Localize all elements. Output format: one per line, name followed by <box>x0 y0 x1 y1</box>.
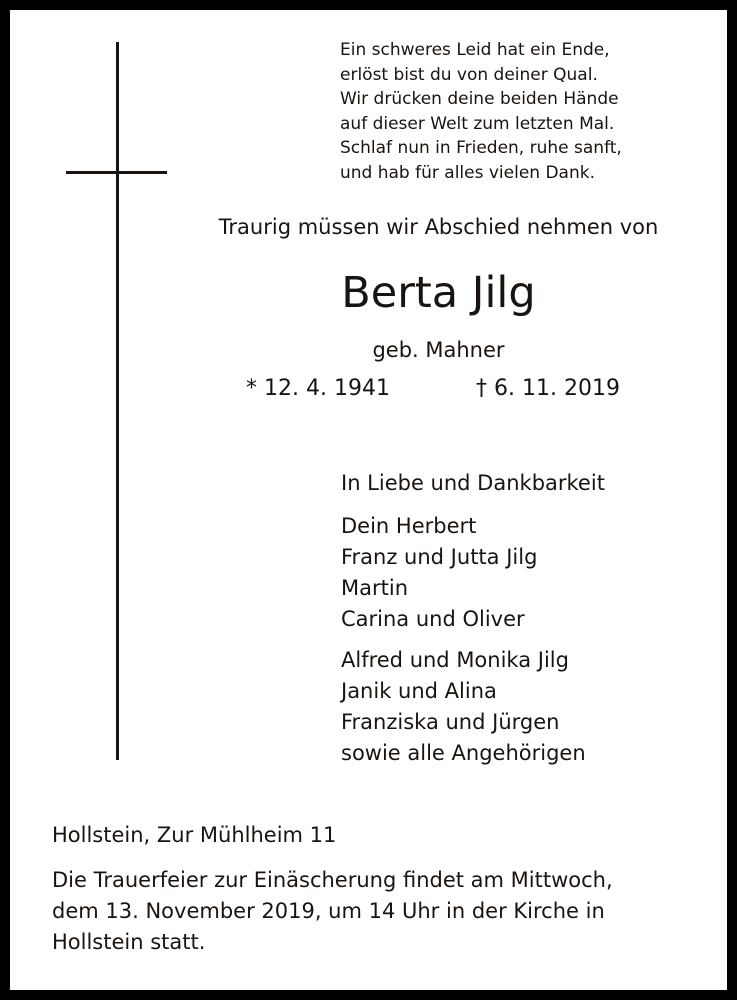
service-line: Hollstein statt. <box>52 930 206 954</box>
birth-date: * 12. 4. 1941 <box>246 376 390 401</box>
poem-line: und hab für alles vielen Dank. <box>340 162 595 183</box>
mourner: Franz und Jutta Jilg <box>341 545 538 569</box>
poem-line: auf dieser Welt zum letzten Mal. <box>340 113 615 134</box>
deceased-name: Berta Jilg <box>341 268 536 318</box>
poem-line: Ein schweres Leid hat ein Ende, <box>340 40 610 60</box>
address: Hollstein, Zur Mühlheim 11 <box>52 823 337 847</box>
death-date: † 6. 11. 2019 <box>476 376 620 401</box>
poem-line: Schlaf nun in Frieden, ruhe sanft, <box>340 138 622 158</box>
cross-icon-horizontal-bar <box>66 171 167 174</box>
mourner: Carina und Oliver <box>341 607 525 631</box>
mourner: sowie alle Angehörigen <box>341 741 586 765</box>
service-notice <box>52 865 712 958</box>
mourner: Dein Herbert <box>341 514 477 538</box>
mourner: Alfred und Monika Jilg <box>341 648 569 672</box>
service-line: dem 13. November 2019, um 14 Uhr in der Kirche in <box>52 899 605 923</box>
poem-line: Wir drücken deine beiden Hände <box>340 89 619 109</box>
intro-text: Traurig müssen wir Abschied nehmen von <box>218 215 659 239</box>
cross-icon-vertical-bar <box>116 42 119 760</box>
mourner: Franziska und Jürgen <box>341 710 560 734</box>
service-line: Die Trauerfeier zur Einäscherung findet am Mittwoch, <box>52 868 613 892</box>
poem <box>340 38 720 185</box>
mourners-list <box>341 468 605 769</box>
poem-line: erlöst bist du von deiner Qual. <box>340 64 598 85</box>
mourner: Martin <box>341 576 408 600</box>
mourner: Janik und Alina <box>341 679 497 703</box>
obituary-card <box>10 10 727 990</box>
birth-name: geb. Mahner <box>372 338 505 362</box>
mourners-heading: In Liebe und Dankbarkeit <box>341 471 605 495</box>
